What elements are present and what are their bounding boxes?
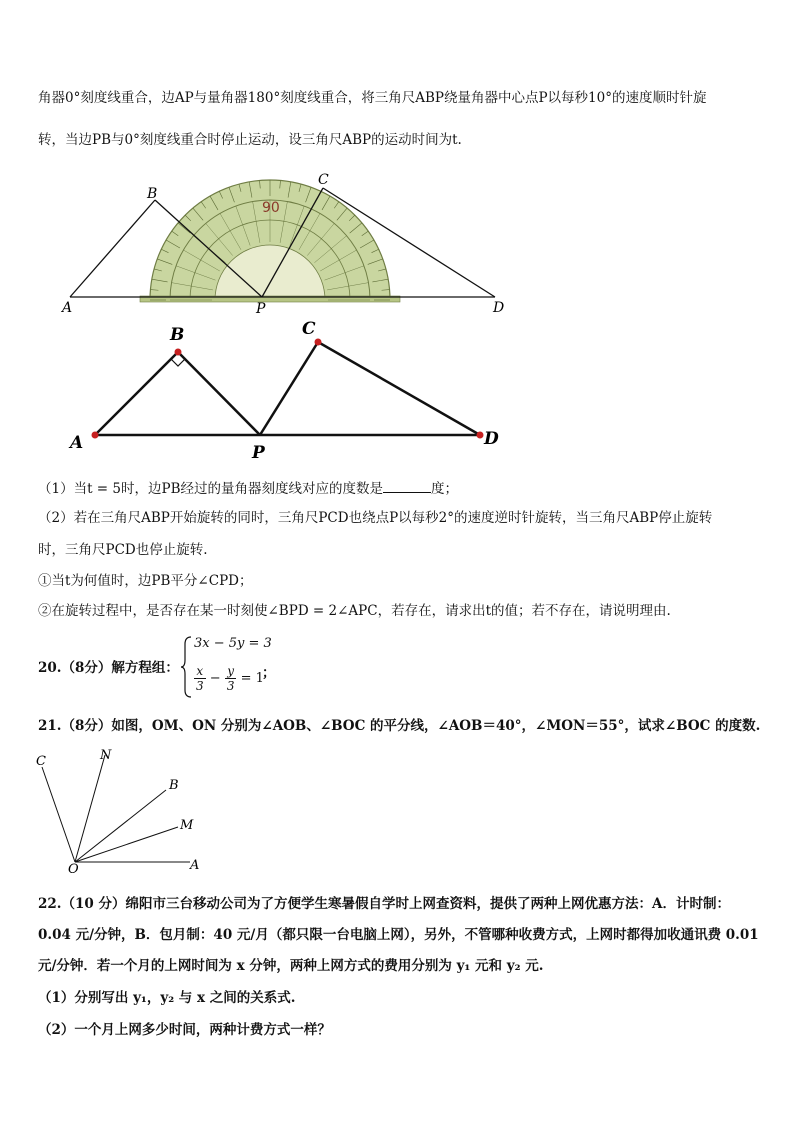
q22-part-1: （1）分别写出 y₁，y₂ 与 x 之间的关系式. [38,990,296,1006]
fig2-label-C: C [302,320,316,339]
fig1-label-P: P [256,301,266,317]
fig2-label-B: B [170,325,185,345]
fraction-y-over-3: $\frac{y}{3}$ [226,664,235,693]
fig2-label-A: A [70,433,84,453]
q22-line-3: 元/分钟．若一个月的上网时间为 x 分钟，两种上网方式的费用分别为 y₁ 元和 y₂ 元. [38,958,544,974]
q19-part1-prefix: （1）当t = 5时，边PB经过的量角器刻度线对应的度数是 [38,481,384,497]
minus-sign: − [209,671,221,686]
figure-angles [30,745,250,875]
fig1-label-C: C [318,172,329,188]
fig3-label-N: N [100,748,112,763]
q19-part1 [38,478,764,499]
q20-equation-1: 3x − 5y = 3 [194,636,272,651]
fig1-label-A: A [62,300,73,316]
fig3-label-O: O [68,862,79,875]
q21-text: 21.（8分）如图，OM、ON 分别为∠AOB、∠BOC 的平分线，∠AOB＝40°，∠MON＝55°，试求∠BOC 的度数. [38,718,761,734]
intro-line-1: 角器0°刻度线重合，边AP与量角器180°刻度线重合，将三角尺ABP绕量角器中心点P以每秒10°的速度顺时针旋 [38,90,707,106]
fig3-label-A: A [190,858,200,873]
fig3-label-B: B [169,778,179,793]
fig1-label-B: B [147,186,158,202]
q20-prefix: 20.（8分）解方程组： [38,660,179,676]
q20-suffix: ； [262,665,276,681]
fig2-label-P: P [252,443,265,460]
protractor-90-mark: 90 [262,200,280,216]
fraction-x-over-3: $\frac{x}{3}$ [196,664,204,693]
q19-part2-line-1: （2）若在三角尺ABP开始旋转的同时，三角尺PCD也绕点P以每秒2°的速度逆时针旋转，当三角尺ABP停止旋转 [38,510,713,526]
fig3-label-C: C [36,754,46,769]
q19-part2-line-2: 时，三角尺PCD也停止旋转. [38,542,208,558]
figure-triangles [0,320,794,460]
q22-line-1: 22.（10 分）绵阳市三台移动公司为了方便学生寒暑假自学时上网查资料，提供了两种上网优惠方法：A．计时制： [38,896,730,912]
q22-part-2: （2）一个月上网多少时间，两种计费方式一样？ [38,1022,331,1038]
equation-brace [180,636,192,698]
fig1-label-D: D [493,300,505,316]
q19-sub-1: ①当t为何值时，边PB平分∠CPD； [38,573,253,589]
intro-line-2: 转，当边PB与0°刻度线重合时停止运动，设三角尺ABP的运动时间为t. [38,132,462,148]
fig2-label-D: D [484,429,499,449]
figure-protractor [0,170,794,320]
q19-part1-suffix: 度； [431,481,459,497]
q19-sub-2: ②在旋转过程中，是否存在某一时刻使∠BPD = 2∠APC，若存在，请求出t的值；若不存在，请说明理由. [38,603,671,619]
answer-blank [383,478,431,493]
equation-rhs: = 1 [240,671,264,686]
fig3-label-M: M [180,818,194,833]
q20-equation-2 [194,664,264,693]
q22-line-2: 0.04 元/分钟，B．包月制：40 元/月（都只限一台电脑上网），另外，不管哪种收费方式，上网时都得加收通讯费 0.01 [38,927,759,943]
